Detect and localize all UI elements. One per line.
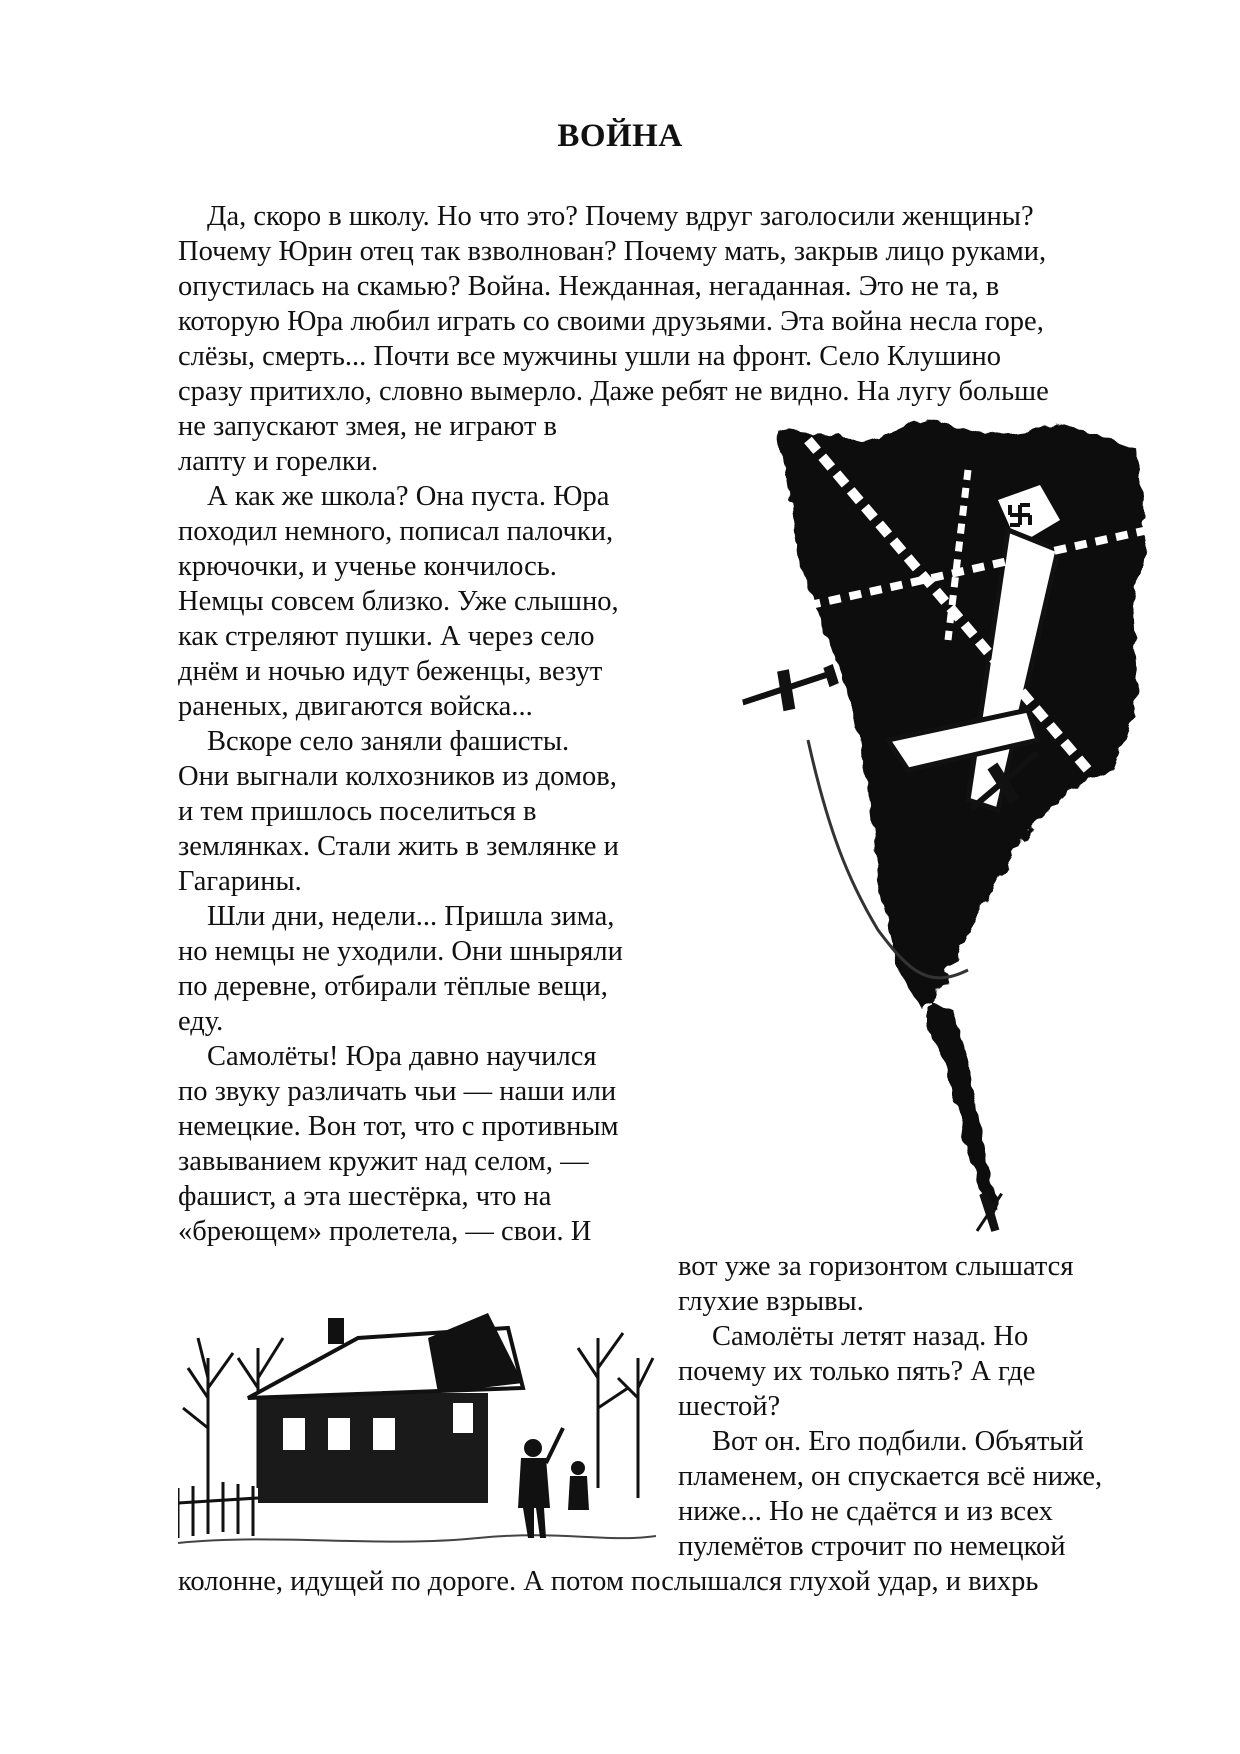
text-line: Вот он. Его подбили. Объятый [712, 1426, 1084, 1457]
text-line: Немцы совсем близко. Уже слышно, [178, 586, 619, 617]
falling-plane-illustration [668, 410, 1150, 1275]
text-line: «бреющем» пролетела, — свои. И [178, 1216, 592, 1247]
text-line: по звуку различать чьи — наши или [178, 1076, 617, 1107]
text-line: походил немного, пописал палочки, [178, 516, 614, 547]
text-line: Почему Юрин отец так взволнован? Почему мать, закрыв лицо руками, [178, 236, 1047, 267]
text-line: Самолёты летят назад. Но [712, 1321, 1029, 1352]
text-line: А как же школа? Она пуста. Юра [207, 481, 610, 512]
bare-tree-shape [578, 1333, 653, 1498]
text-line: но немцы не уходили. Они шныряли [178, 936, 623, 967]
text-line: лапту и горелки. [178, 446, 379, 477]
text-line: как стреляют пушки. А через село [178, 621, 595, 652]
text-line: Шли дни, недели... Пришла зима, [207, 901, 615, 932]
text-line: слёзы, смерть... Почти все мужчины ушли на фронт. Село Клушино [178, 341, 1002, 372]
snow-ground-shape [178, 1535, 656, 1543]
child-figure-shape [568, 1461, 589, 1510]
text-line: шестой? [678, 1391, 781, 1422]
page-title: ВОЙНА [557, 118, 683, 154]
text-line: сразу притихло, словно вымерло. Даже ребят не видно. На лугу больше [178, 376, 1049, 407]
text-line: по деревне, отбирали тёплые вещи, [178, 971, 608, 1002]
falling-smoke-trail [930, 1000, 998, 1215]
text-line: Они выгнали колхозников из домов, [178, 761, 617, 792]
chimney-shape [328, 1318, 344, 1344]
text-line: Да, скоро в школу. Но что это? Почему вдруг заголосили женщины? [207, 201, 1034, 232]
fence-shape [178, 1482, 258, 1538]
text-line: опустилась на скамью? Война. Нежданная, негаданная. Это не та, в [178, 271, 1000, 302]
text-line: глухие взрывы. [678, 1286, 864, 1317]
text-line: землянках. Стали жить в землянке и [178, 831, 619, 862]
text-line: Самолёты! Юра давно научился [207, 1041, 597, 1072]
text-line: почему их только пять? А где [678, 1356, 1036, 1387]
text-line: которую Юра любил играть со своими друзьями. Эта война несла горе, [178, 306, 1044, 337]
text-line: вот уже за горизонтом слышатся [678, 1251, 1074, 1282]
text-line: днём и ночью идут беженцы, везут [178, 656, 603, 687]
text-line: завыванием кружит над селом, — [178, 1146, 589, 1177]
text-line: и тем пришлось поселиться в [178, 796, 537, 827]
text-line: ниже... Но не сдаётся и из всех [678, 1496, 1053, 1527]
text-line: раненых, двигаются войска... [178, 691, 533, 722]
text-line: крючочки, и ученье кончилось. [178, 551, 557, 582]
winter-village-illustration [178, 1298, 656, 1556]
text-line: пламенем, он спускается всё ниже, [678, 1461, 1103, 1492]
text-line: не запускают змея, не играют в [178, 411, 557, 442]
text-line: пулемётов строчит по немецкой [678, 1531, 1066, 1562]
fighter-plane-icon [738, 660, 842, 720]
text-line: фашист, а эта шестёрка, что на [178, 1181, 552, 1212]
text-line: Вскоре село заняли фашисты. [207, 726, 570, 757]
child-figure-shape [518, 1428, 563, 1538]
text-line: колонне, идущей по дороге. А потом послышался глухой удар, и вихрь [178, 1566, 1039, 1597]
text-line: еду. [178, 1006, 224, 1037]
text-line: немецкие. Вон тот, что с противным [178, 1111, 619, 1142]
text-line: Гагарины. [178, 866, 302, 897]
